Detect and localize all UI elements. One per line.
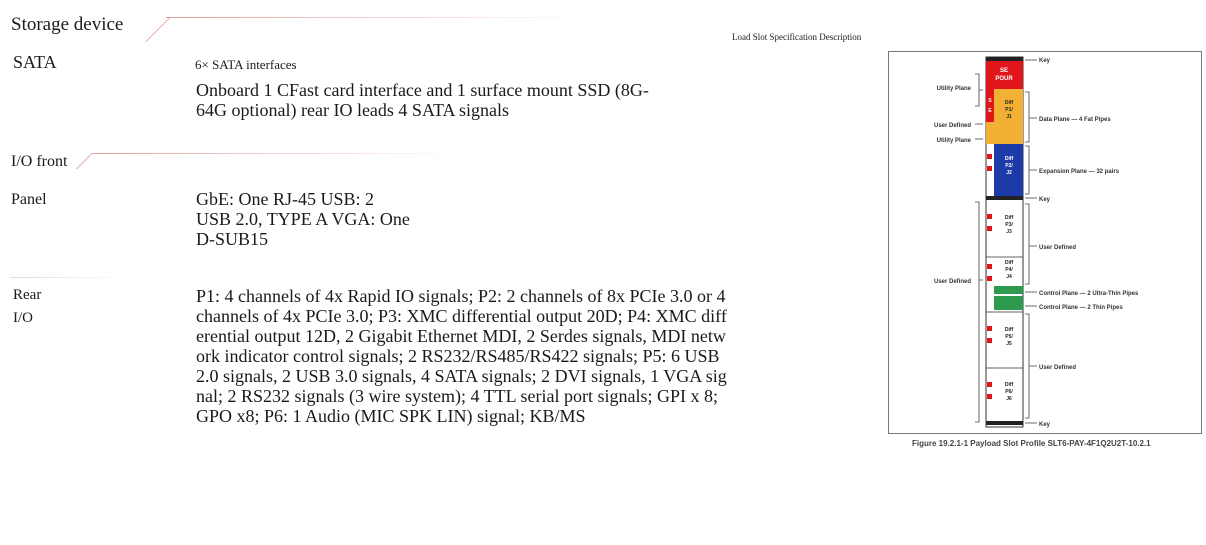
p6-label-1: Diff: [1004, 382, 1014, 388]
brace: [1025, 146, 1037, 194]
p3-label-2: P3/: [1005, 222, 1013, 228]
right-label-user-defined-2: User Defined: [1039, 365, 1077, 371]
slot-profile-diagram: [889, 52, 1201, 433]
row-label-panel: Panel: [11, 191, 47, 208]
p3-marker: [987, 214, 992, 219]
key-bar-top: [986, 57, 1023, 61]
brace: [1025, 204, 1037, 284]
section-divider-accent: [145, 17, 171, 42]
rear-io-description: P1: 4 channels of 4x Rapid IO signals; P2: 2 channels of 8x PCIe 3.0 or 4 channels of 4x PCIe 3.0; P3: XMC differential output 20D; P4: XMC differential output 12D, 2 Gigabit Ethernet MDI, 2 Serdes signals, MDI network indicator control signals; 2 RS232/RS485/RS422 signals; P5: 6 USB 2.0 signals, 2 USB 3.0 signals, 4 SATA signals; 2 DVI signals, 1 VGA signal; 2 RS232 signals (3 wire system); 4 TTL serial port signals; GPI x 8; GPO x8; P6: 1 Audio (MIC SPK LIN) signal; KB/MS: [196, 286, 727, 426]
p5-marker: [987, 338, 992, 343]
p1-label-1: Diff: [1004, 100, 1014, 106]
brace: [1025, 314, 1037, 418]
figure-caption: Figure 19.2.1-1 Payload Slot Profile SLT6-PAY-4F1Q2U2T-10.2.1: [912, 439, 1151, 448]
row-label-rear: Rear: [13, 287, 42, 303]
p4-marker: [987, 276, 992, 281]
key-bar-bottom: [986, 421, 1023, 425]
section-divider-accent: [76, 153, 93, 169]
p5-label-3: J5: [1006, 341, 1012, 347]
p5-label-1: Diff: [1004, 327, 1014, 333]
p4-marker: [987, 264, 992, 269]
figure-heading: Load Slot Specification Description: [732, 32, 862, 42]
se-pour-label-2: POUR: [995, 76, 1013, 82]
p2-label-2: P2/: [1005, 163, 1013, 169]
se-pour-label-1: SE: [999, 68, 1009, 74]
row-label-sata: SATA: [13, 52, 57, 72]
key-bar-mid: [986, 196, 1023, 200]
right-label-control-plane-1: Control Plane — 2 Ultra-Thin Pipes: [1039, 291, 1139, 297]
p6-marker: [987, 394, 992, 399]
p2-label-1: Diff: [1004, 156, 1014, 162]
p5-marker: [987, 326, 992, 331]
control-plane-thin: [994, 296, 1023, 310]
right-label-key-bottom: Key: [1039, 422, 1051, 428]
left-label-user-defined-2: User Defined: [933, 279, 971, 285]
right-label-key-mid: Key: [1039, 197, 1051, 203]
p6-label-2: P6/: [1005, 389, 1013, 395]
brace: [975, 74, 983, 106]
p6-label-3: J6: [1006, 396, 1012, 402]
section-divider: [166, 17, 586, 18]
panel-description: GbE: One RJ-45 USB: 2 USB 2.0, TYPE A VGA: One D-SUB15: [196, 189, 410, 249]
p1-side: [986, 122, 994, 144]
p2-marker: [987, 154, 992, 159]
side-label-s: S: [988, 98, 992, 104]
p5-label-2: P5/: [1005, 334, 1013, 340]
p4-label-3: J4: [1006, 274, 1012, 280]
brace: [1025, 92, 1037, 142]
p6-marker: [987, 382, 992, 387]
right-label-control-plane-2: Control Plane — 2 Thin Pipes: [1039, 305, 1123, 311]
left-label-user-defined: User Defined: [933, 123, 971, 129]
section-divider: [92, 153, 462, 154]
right-label-key-top: Key: [1039, 58, 1051, 64]
p3-label-3: J3: [1006, 229, 1012, 235]
p4-label-2: P4/: [1005, 267, 1013, 273]
right-label-expansion-plane: Expansion Plane — 32 pairs: [1039, 169, 1120, 175]
control-plane-ultra-thin: [994, 286, 1023, 294]
sata-description: Onboard 1 CFast card interface and 1 surface mount SSD (8G-64G optional) rear IO leads 4 SATA signals: [196, 80, 649, 120]
p3-label-1: Diff: [1004, 215, 1014, 221]
side-label-e: E: [988, 108, 992, 114]
p1-label-3: J1: [1006, 114, 1012, 120]
sata-note: 6× SATA interfaces: [195, 57, 297, 72]
p1-label-2: P1/: [1005, 107, 1013, 113]
right-label-user-defined-1: User Defined: [1039, 245, 1077, 251]
row-divider: [10, 277, 130, 278]
p2-label-3: J2: [1006, 170, 1012, 176]
brace: [975, 202, 983, 422]
row-label-io: I/O: [13, 310, 33, 326]
left-label-utility-plane: Utility Plane: [936, 86, 971, 92]
right-label-data-plane: Data Plane — 4 Fat Pipes: [1039, 117, 1111, 123]
p3-marker: [987, 226, 992, 231]
se-pour-block: [986, 61, 1023, 89]
slot-profile-figure: [888, 51, 1202, 434]
p2-marker: [987, 166, 992, 171]
left-label-utility-plane-2: Utility Plane: [936, 138, 971, 144]
p4-label-1: Diff: [1004, 260, 1014, 266]
section-title-io-front: I/O front: [11, 153, 68, 170]
section-title-storage: Storage device: [11, 14, 124, 35]
